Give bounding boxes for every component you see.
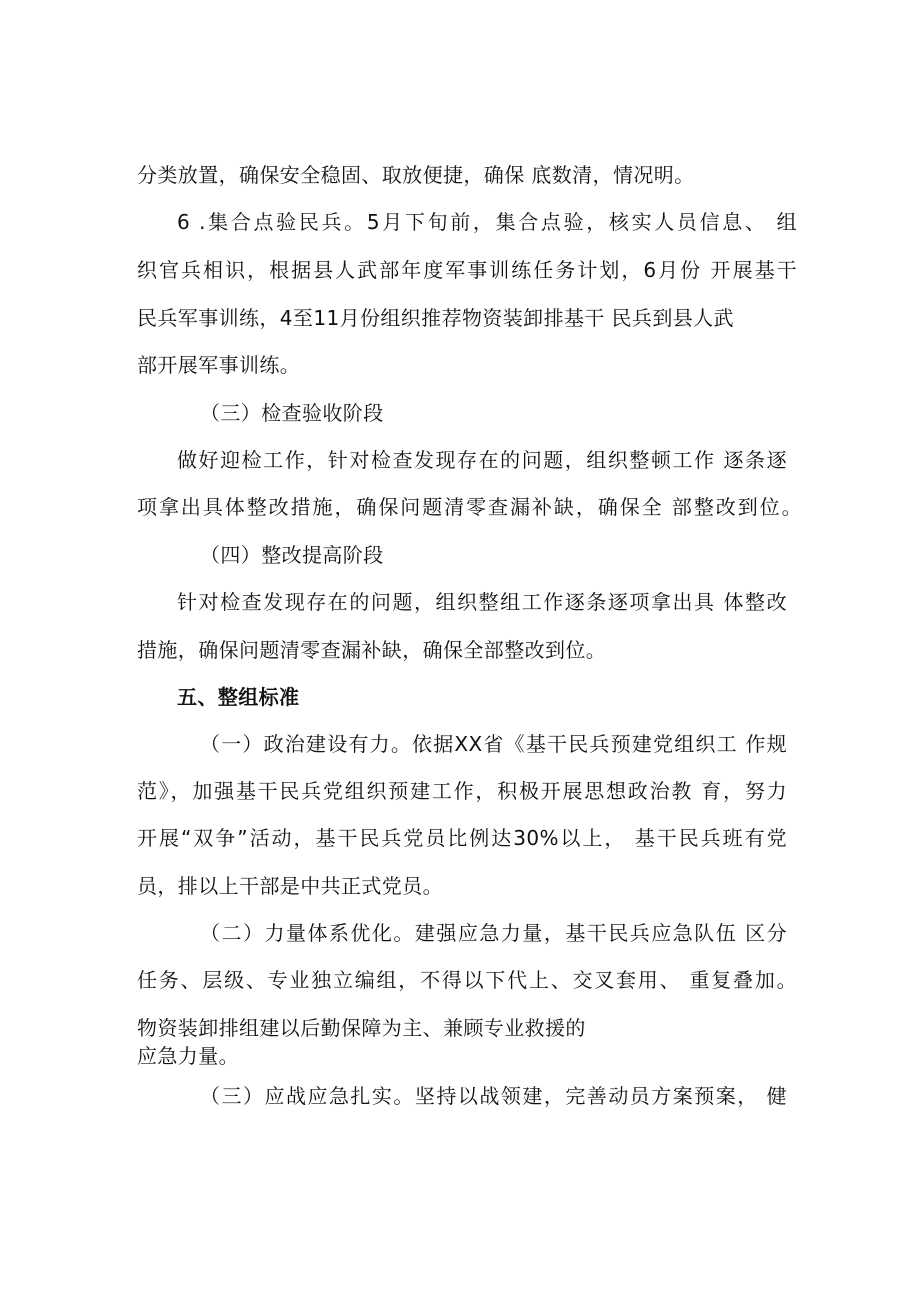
paragraph-line: （一）政治建设有力。依据XX省《基干民兵预建党组织工 作规 bbox=[200, 732, 787, 756]
paragraph-line: 分类放置，确保安全稳固、取放便捷，确保 底数清，情况明。 bbox=[137, 163, 695, 187]
section-heading: （四）整改提高阶段 bbox=[200, 543, 384, 567]
paragraph-line: 织官兵相识，根据县人武部年度军事训练任务计划，6月份 开展基干 bbox=[137, 258, 797, 282]
paragraph-line: 措施，确保问题清零查漏补缺，确保全部整改到位。 bbox=[137, 638, 607, 662]
paragraph-line: 针对检查发现存在的问题，组织整组工作逐条逐项拿出具 体整改 bbox=[177, 590, 787, 614]
paragraph-line: 做好迎检工作，针对检查发现存在的问题，组织整顿工作 逐条逐 bbox=[177, 448, 787, 472]
paragraph-line: （二）力量体系优化。建强应急力量，基干民兵应急队伍 区分 bbox=[200, 921, 787, 945]
paragraph-line: 开展“双争”活动，基干民兵党员比例达30%以上， 基干民兵班有党 bbox=[137, 826, 787, 850]
paragraph-line: （三）应战应急扎实。坚持以战领建，完善动员方案预案， 健 bbox=[200, 1084, 787, 1108]
paragraph-line: 民兵军事训练，4至11月份组织推荐物资装卸排基干 民兵到县人武 bbox=[137, 306, 734, 330]
paragraph-line: 项拿出具体整改措施，确保问题清零查漏补缺，确保全 部整改到位。 bbox=[137, 495, 802, 519]
paragraph-line: 部开展军事训练。 bbox=[137, 353, 301, 377]
section-heading: （三）检查验收阶段 bbox=[200, 401, 384, 425]
paragraph-line: 员，排以上干部是中共正式党员。 bbox=[137, 874, 443, 898]
paragraph-line: 6 .集合点验民兵。5月下旬前，集合点验，核实人员信息、 组 bbox=[177, 210, 797, 234]
paragraph-line: 范》，加强基干民兵党组织预建工作，积极开展思想政治教 育，努力 bbox=[137, 779, 787, 803]
paragraph-line: 应急力量。 bbox=[137, 1044, 239, 1068]
chapter-heading: 五、整组标准 bbox=[177, 685, 300, 709]
paragraph-line: 物资装卸排组建以后勤保障为主、兼顾专业救援的 bbox=[137, 1016, 586, 1040]
paragraph-line: 任务、层级、专业独立编组，不得以下代上、交叉套用、 重复叠加。 bbox=[137, 968, 797, 992]
